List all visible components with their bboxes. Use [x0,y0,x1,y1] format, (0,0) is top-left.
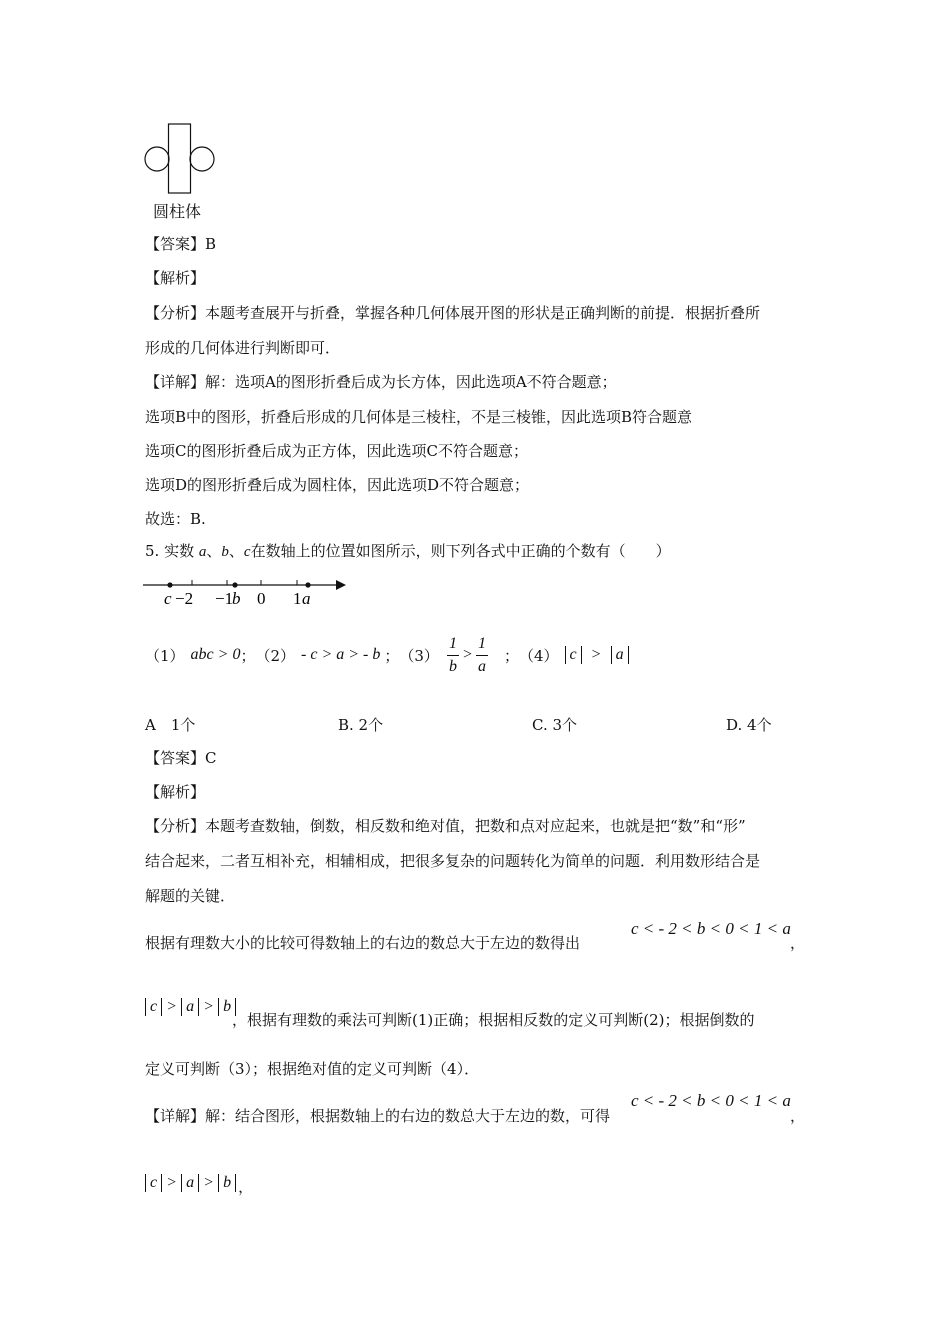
statement-2-sep: ； [384,646,400,665]
q5-fenxi-line-3: 解题的关键． [145,887,236,905]
label-c: c [164,589,172,608]
cylinder-net-left-circle [145,147,169,171]
q5-var-c: c [243,544,251,560]
option-b: B. 2个 [338,716,384,734]
abs-a-1: a [181,998,199,1016]
q5-number: 5. [145,542,160,560]
frac-1a-numerator: 1 [476,633,488,656]
q5-stem-suffix: 在数轴上的位置如图所示，则下列各式中正确的个数有（ ） [250,542,671,560]
label-a: a [302,589,311,608]
label-minus-1: −1 [215,589,234,608]
statement-3-label: （3） [399,646,439,665]
abs-c-1: c [145,998,162,1016]
statement-1-label: （1） [145,646,185,665]
figure-caption: 圆柱体 [153,202,202,221]
q5-comma-1: ， [790,934,806,952]
option-d: D. 4个 [726,716,772,734]
q4-conclusion: 故选：B. [145,510,206,528]
statement-1-sep: ； [240,646,256,665]
option-c: C. 3个 [532,716,578,734]
statement-4-abs-a: a [611,646,629,664]
q5-analysis-header: 【解析】 [145,783,206,801]
statement-3-gt: > [462,646,472,663]
q5-sep-2: 、 [228,542,244,560]
label-zero: 0 [257,589,266,608]
point-c-dot [167,582,172,587]
point-b-dot [232,582,237,587]
statement-1-expr: abc > 0 [190,646,241,663]
q5-var-b: b [221,544,229,560]
statement-3-frac-1b [447,633,459,678]
point-a-dot [305,582,310,587]
q4-detail-line-4: 选项D的图形折叠后成为圆柱体，因此选项D不符合题意； [145,476,530,494]
q5-judge-line-2: 定义可判断（3）；根据绝对值的定义可判断（4）． [145,1060,480,1078]
q5-answer: 【答案】C [145,749,217,767]
q5-sep-1: 、 [206,542,222,560]
q5-statements [145,630,629,680]
cylinder-net-figure [140,122,220,194]
frac-1a-denominator: a [477,657,486,675]
label-minus-2: −2 [175,589,194,608]
q5-inequality-chain-1: c < - 2 < b < 0 < 1 < a [631,919,791,938]
q5-detail-line-1: 【详解】解：结合图形，根据数轴上的右边的数总大于左边的数，可得 [145,1107,611,1125]
abs-b-2: b [218,1174,236,1192]
q5-abs-chain-1 [145,998,236,1016]
statement-4-label: （4） [518,646,559,665]
statement-3-sep: ； [503,646,519,665]
statement-2-expr: - c > a > - b [301,646,381,663]
q5-var-a: a [198,544,207,560]
q5-fenxi-line-1: 【分析】本题考查数轴，倒数，相反数和绝对值，把数和点对应起来，也就是把“数”和“形” [145,817,746,835]
number-line-figure [140,574,350,610]
number-line-arrow [336,580,346,590]
statement-2-label: （2） [255,646,296,665]
q4-answer: 【答案】B [145,235,217,253]
abs-a-2: a [181,1174,199,1192]
q5-compare-text: 根据有理数大小的比较可得数轴上的右边的数总大于左边的数得出 [145,934,581,952]
q5-stem [145,540,671,561]
cylinder-net-body-rect [169,124,191,193]
abs-c-2: c [145,1174,162,1192]
gt-2: > [204,998,214,1015]
q4-detail-line-1: 【详解】解：选项A的图形折叠后成为长方体，因此选项A不符合题意； [145,373,617,391]
q5-stem-prefix: 实数 [164,542,195,560]
q5-inequality-chain-2: c < - 2 < b < 0 < 1 < a [631,1091,791,1110]
q4-detail-line-3: 选项C的图形折叠后成为正方体，因此选项C不符合题意； [145,442,528,460]
frac-1b-denominator: b [448,657,457,675]
q5-fenxi-line-2: 结合起来，二者互相补充，相辅相成，把很多复杂的问题转化为简单的问题．利用数形结合是 [145,852,761,870]
statement-4-gt: > [591,646,601,663]
trailing-comma: ， [238,1178,254,1196]
statement-3-frac-1a [476,633,488,678]
gt-4: > [204,1173,214,1191]
label-b: b [232,589,241,608]
statement-4-abs-c: c [565,646,582,664]
label-one: 1 [293,589,302,608]
frac-1b-numerator: 1 [447,633,459,656]
gt-1: > [167,998,177,1015]
option-a: A 1个 [145,716,196,734]
abs-b-1: b [218,998,236,1016]
q5-comma-2: ， [790,1107,806,1125]
q5-abs-chain-2 [145,1168,253,1197]
q4-fenxi-line-1: 【分析】本题考查展开与折叠，掌握各种几何体展开图的形状是正确判断的前提．根据折叠所 [145,304,761,322]
gt-3: > [167,1173,177,1191]
q4-analysis-header: 【解析】 [145,269,206,287]
q4-detail-line-2: 选项B中的图形，折叠后形成的几何体是三棱柱，不是三棱锥，因此选项B符合题意 [145,408,693,426]
q4-fenxi-line-2: 形成的几何体进行判断即可． [145,339,341,357]
q5-judge-line-1: ，根据有理数的乘法可判断(1)正确；根据相反数的定义可判断(2)；根据倒数的 [232,1011,755,1029]
cylinder-net-right-circle [190,147,214,171]
